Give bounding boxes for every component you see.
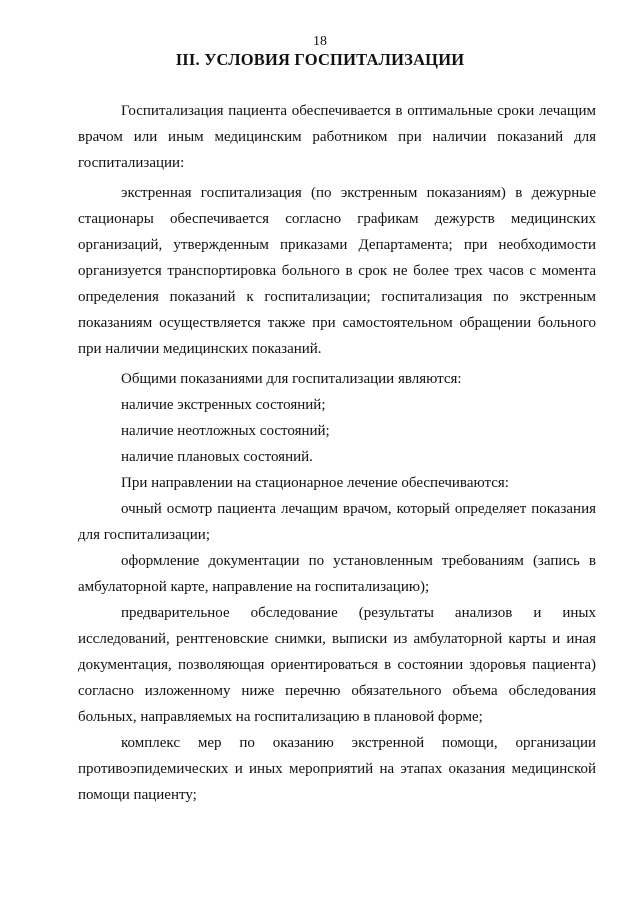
paragraph-hospitalization-intro: Госпитализация пациента обеспечивается в оптимальные сроки лечащим врачом или иным медицинским работником при наличии показаний для госпитализации: bbox=[78, 103, 596, 171]
paragraph-general-indications: Общими показаниями для госпитализации являются: bbox=[121, 371, 462, 387]
section-heading: III. УСЛОВИЯ ГОСПИТАЛИЗАЦИИ bbox=[175, 50, 465, 69]
document-body bbox=[78, 98, 596, 808]
paragraph-emergency-measures: комплекс мер по оказанию экстренной помощи, организации противоэпидемических и иных мероприятий на этапах оказания медицинской помощи пациенту; bbox=[78, 735, 596, 803]
paragraph-preliminary-exam: предварительное обследование (результаты анализов и иных исследований, рентгеновские снимки, выписки из амбулаторной карты и иная документация, позволяющая ориентироваться в состоянии здоровья пациента) согласно изложенному ниже перечню обязательного объема обследования больных, направляемых на госпитализацию в плановой форме; bbox=[78, 605, 596, 725]
paragraph-planned-conditions: наличие плановых состояний. bbox=[121, 449, 313, 465]
page-number: 18 bbox=[313, 34, 327, 49]
paragraph-emergency-conditions: наличие экстренных состояний; bbox=[121, 397, 326, 413]
paragraph-documentation: оформление документации по установленным требованиям (запись в амбулаторной карте, направление на госпитализацию); bbox=[78, 553, 596, 595]
paragraph-referral-provisions: При направлении на стационарное лечение обеспечиваются: bbox=[121, 475, 509, 491]
paragraph-in-person-exam: очный осмотр пациента лечащим врачом, который определяет показания для госпитализации; bbox=[78, 501, 596, 543]
paragraph-emergency-hospitalization: экстренная госпитализация (по экстренным показаниям) в дежурные стационары обеспечивается согласно графикам дежурств медицинских организаций, утвержденным приказами Департамента; при необходимости организуется транспортировка больного в срок не более трех часов с момента определения показаний к госпитализации; госпитализация по экстренным показаниям осуществляется также при самостоятельном обращении больного при наличии медицинских показаний. bbox=[78, 185, 596, 357]
paragraph-urgent-conditions: наличие неотложных состояний; bbox=[121, 423, 330, 439]
